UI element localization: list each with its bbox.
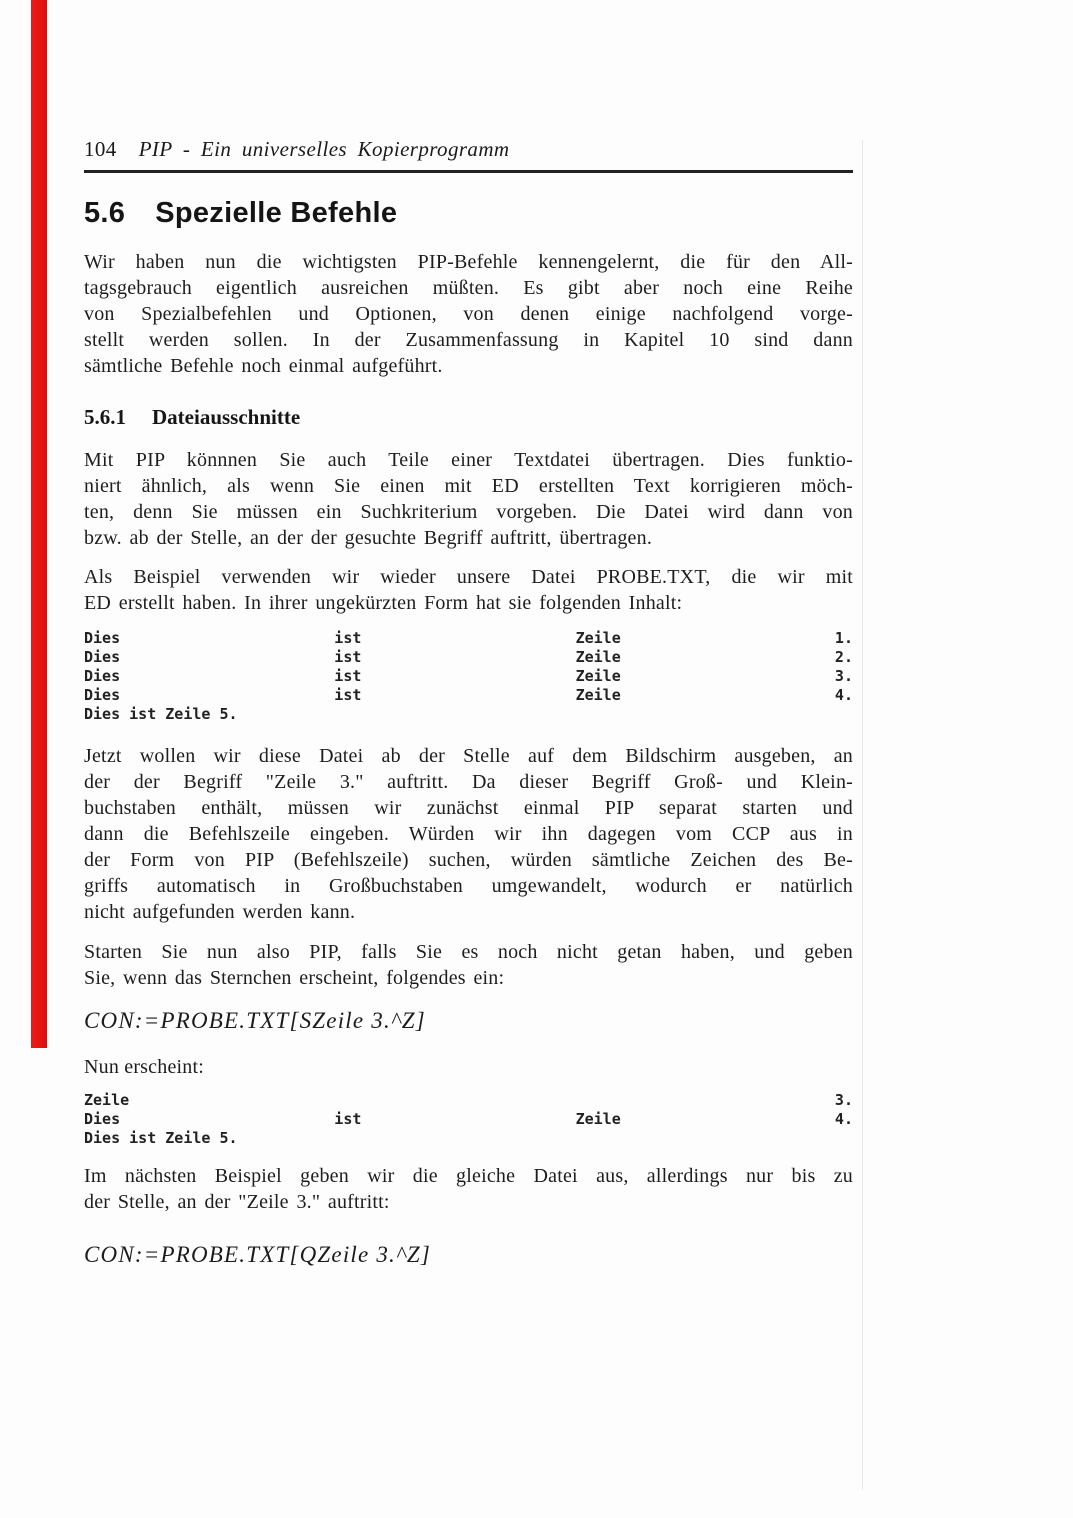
- header-rule: [84, 170, 853, 173]
- section-number: 5.6: [84, 196, 126, 229]
- text-line: der der Begriff "Zeile 3." auftritt. Da dieser Begriff Groß- und Klein-: [84, 770, 853, 793]
- command-line-q-option: CON:=PROBE.TXT[QZeile 3.^Z]: [84, 1241, 432, 1267]
- text-line: Dies ist Zeile 4.: [84, 1109, 853, 1128]
- text-line: ten, denn Sie müssen ein Suchkriterium vorgeben. Die Datei wird dann von: [84, 500, 853, 523]
- text-line: tagsgebrauch eigentlich ausreichen müßten. Es gibt aber noch eine Reihe: [84, 276, 853, 299]
- section-title: Spezielle Befehle: [155, 196, 398, 229]
- text-line: Jetzt wollen wir diese Datei ab der Stelle auf dem Bildschirm ausgeben, an: [84, 744, 853, 767]
- red-edge-ribbon: [31, 0, 47, 1048]
- prompt-text: Nun erscheint:: [84, 1055, 204, 1078]
- paragraph-starten-sie: [84, 939, 853, 991]
- text-line: Dies ist Zeile 5.: [84, 704, 238, 723]
- subsection-title: Dateiausschnitte: [152, 404, 301, 429]
- text-line: Wir haben nun die wichtigsten PIP-Befehle kennengelernt, die für den All-: [84, 250, 853, 273]
- page-content: [84, 0, 853, 1269]
- text-line: stellt werden sollen. In der Zusammenfassung in Kapitel 10 sind dann: [84, 328, 853, 351]
- text-line: buchstaben enthält, müssen wir zunächst einmal PIP separat starten und: [84, 796, 853, 819]
- text-line: Starten Sie nun also PIP, falls Sie es noch nicht getan haben, und geben: [84, 940, 853, 963]
- text-line: der Form von PIP (Befehlszeile) suchen, würden sämtliche Zeichen des Be-: [84, 848, 853, 871]
- subsection-number: 5.6.1: [84, 404, 126, 429]
- page-number: 104: [84, 137, 117, 161]
- text-line: bzw. ab der Stelle, an der der gesuchte Begriff auftritt, übertragen.: [84, 526, 653, 549]
- paragraph-intro: [84, 249, 853, 379]
- text-line: Dies ist Zeile 4.: [84, 685, 853, 704]
- text-line: dann die Befehlszeile eingeben. Würden wir ihn dagegen vom CCP aus in: [84, 822, 853, 845]
- code-listing-output: [84, 1091, 853, 1148]
- chapter-title: PIP - Ein universelles Kopierprogramm: [138, 137, 510, 161]
- page-scan-edge: [862, 140, 863, 1490]
- text-line: der Stelle, an der "Zeile 3." auftritt:: [84, 1190, 390, 1213]
- paragraph-pip-teile: [84, 447, 853, 551]
- subsection-heading: [84, 405, 853, 429]
- text-line: Als Beispiel verwenden wir wieder unsere Datei PROBE.TXT, die wir mit: [84, 565, 853, 588]
- text-line: Dies ist Zeile 1.: [84, 628, 853, 647]
- command-line-s-option: CON:=PROBE.TXT[SZeile 3.^Z]: [84, 1007, 426, 1033]
- running-header: [84, 137, 853, 162]
- paragraph-naechstes-beispiel: [84, 1163, 853, 1215]
- text-line: Zeile 3.: [84, 1090, 853, 1109]
- text-line: Dies ist Zeile 2.: [84, 647, 853, 666]
- text-line: Im nächsten Beispiel geben wir die gleiche Datei aus, allerdings nur bis zu: [84, 1164, 853, 1187]
- text-line: ED erstellt haben. In ihrer ungekürzten Form hat sie folgenden Inhalt:: [84, 591, 683, 614]
- text-line: Sie, wenn das Sternchen erscheint, folgendes ein:: [84, 966, 505, 989]
- code-listing-probe-txt: [84, 629, 853, 724]
- text-line: von Spezialbefehlen und Optionen, von denen einige nachfolgend vorge-: [84, 302, 853, 325]
- paragraph-jetzt-wollen: [84, 743, 853, 925]
- text-line: griffs automatisch in Großbuchstaben umgewandelt, wodurch er natürlich: [84, 874, 853, 897]
- text-line: Mit PIP könnnen Sie auch Teile einer Textdatei übertragen. Dies funktio-: [84, 448, 853, 471]
- text-line: Dies ist Zeile 5.: [84, 1128, 238, 1147]
- text-line: sämtliche Befehle noch einmal aufgeführt.: [84, 354, 443, 377]
- section-heading: [84, 197, 853, 230]
- paragraph-beispiel: [84, 564, 853, 616]
- text-line: nicht aufgefunden werden kann.: [84, 900, 356, 923]
- text-line: niert ähnlich, als wenn Sie einen mit ED erstellten Text korrigieren möch-: [84, 474, 853, 497]
- text-line: Dies ist Zeile 3.: [84, 666, 853, 685]
